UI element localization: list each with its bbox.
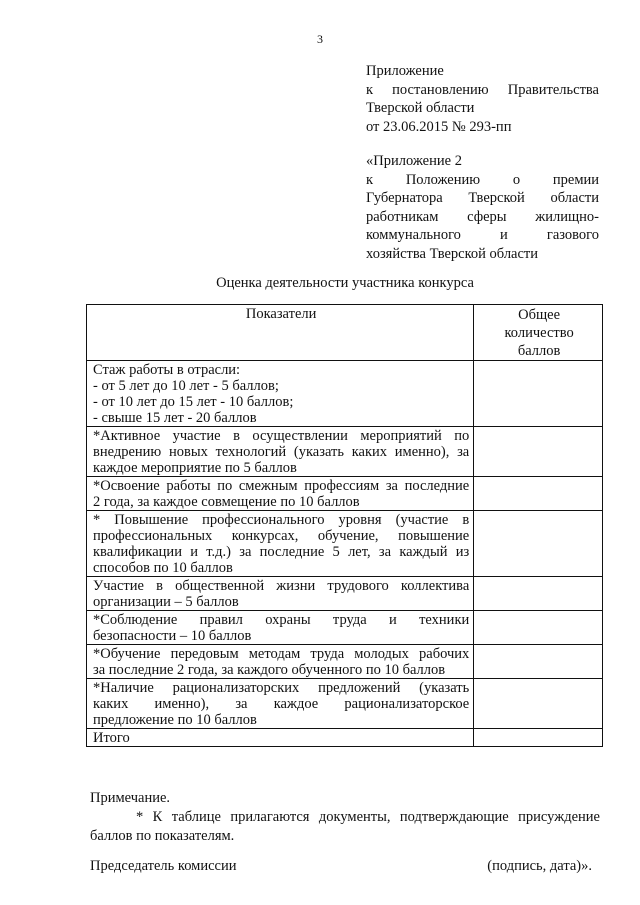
indicator-text-line: безопасности – 10 баллов bbox=[93, 628, 252, 644]
indicator-text-line: внедрению новых технологий (указать каких именно), за bbox=[93, 444, 470, 460]
score-cell bbox=[474, 611, 603, 645]
score-cell bbox=[474, 729, 603, 747]
evaluation-table bbox=[86, 304, 603, 747]
indicator-cell bbox=[87, 427, 474, 477]
page-number: 3 bbox=[317, 32, 323, 46]
header-indicators: Показатели bbox=[87, 305, 474, 361]
indicator-text-line: * Повышение профессионального уровня (участие в bbox=[93, 512, 470, 528]
table-row bbox=[87, 679, 603, 729]
indicator-cell bbox=[87, 477, 474, 511]
indicator-text-line: - от 5 лет до 10 лет - 5 баллов; bbox=[93, 378, 279, 394]
appendix-line: хозяйства Тверской области bbox=[366, 245, 539, 262]
score-cell bbox=[474, 427, 603, 477]
indicator-text-line: Итого bbox=[93, 730, 130, 746]
table-row bbox=[87, 511, 603, 577]
indicator-cell bbox=[87, 611, 474, 645]
table-header-row bbox=[87, 305, 603, 361]
indicator-cell bbox=[87, 511, 474, 577]
chairman-label: Председатель комиссии bbox=[90, 858, 237, 874]
table-row bbox=[87, 477, 603, 511]
indicator-text-line: каких именно), за каждое рационализаторское bbox=[93, 696, 470, 712]
indicator-cell bbox=[87, 729, 474, 747]
header-total-points: Общее количество баллов bbox=[474, 305, 603, 361]
indicator-text-line: предложение по 10 баллов bbox=[93, 712, 257, 728]
signature-date-label: (подпись, дата)». bbox=[487, 858, 592, 874]
note-text: баллов по показателям. bbox=[90, 828, 235, 844]
indicator-text-line: способов по 10 баллов bbox=[93, 560, 233, 576]
indicator-text-line: - свыше 15 лет - 20 баллов bbox=[93, 410, 257, 426]
document-title: Оценка деятельности участника конкурса bbox=[216, 275, 474, 291]
score-cell bbox=[474, 511, 603, 577]
score-cell bbox=[474, 679, 603, 729]
table-row bbox=[87, 729, 603, 747]
table-row bbox=[87, 361, 603, 427]
score-cell bbox=[474, 577, 603, 611]
note-text: * К таблице прилагаются документы, подтверждающие присуждение bbox=[136, 809, 600, 825]
indicator-text-line: профессиональных конкурсах, обучение, повышение bbox=[93, 528, 470, 544]
appendix-line: работникам сферы жилищно- bbox=[366, 208, 600, 225]
indicator-cell bbox=[87, 577, 474, 611]
appendix-line: коммунального и газового bbox=[366, 227, 599, 243]
appendix-line: к Положению о премии bbox=[366, 171, 600, 188]
appendix-line: от 23.06.2015 № 293-пп bbox=[366, 118, 512, 135]
indicator-text-line: организации – 5 баллов bbox=[93, 594, 239, 610]
appendix-header bbox=[366, 62, 599, 263]
appendix-line: «Приложение 2 bbox=[366, 153, 462, 169]
appendix-line: Тверской области bbox=[366, 100, 475, 116]
indicator-cell bbox=[87, 679, 474, 729]
note-section bbox=[90, 789, 600, 846]
indicator-cell bbox=[87, 361, 474, 427]
note-heading: Примечание. bbox=[90, 790, 171, 806]
indicator-text-line: Участие в общественной жизни трудового коллектива bbox=[93, 578, 470, 594]
indicator-text-line: *Соблюдение правил охраны труда и техники bbox=[93, 612, 470, 628]
indicator-text-line: 2 года, за каждое совмещение по 10 баллов bbox=[93, 494, 360, 510]
appendix-line: Губернатора Тверской области bbox=[366, 190, 599, 206]
table-row bbox=[87, 427, 603, 477]
table-row bbox=[87, 645, 603, 679]
indicator-text-line: квалификации и т.д.) за последние 5 лет, за каждый из bbox=[93, 544, 470, 560]
indicator-text-line: - от 10 лет до 15 лет - 10 баллов; bbox=[93, 394, 294, 410]
table-row bbox=[87, 611, 603, 645]
indicator-text-line: *Наличие рационализаторских предложений (указать bbox=[93, 680, 470, 696]
indicator-text-line: *Обучение передовым методам труда молодых рабочих bbox=[93, 646, 470, 662]
indicator-text-line: *Активное участие в осуществлении мероприятий по bbox=[93, 428, 470, 444]
indicator-text-line: *Освоение работы по смежным профессиям за последние bbox=[93, 478, 470, 494]
table-row bbox=[87, 577, 603, 611]
indicator-cell bbox=[87, 645, 474, 679]
indicator-text-line: за последние 2 года, за каждого обученного по 10 баллов bbox=[93, 662, 446, 678]
score-cell bbox=[474, 645, 603, 679]
appendix-line: Приложение bbox=[366, 63, 444, 79]
appendix-line: к постановлению Правительства bbox=[366, 81, 599, 98]
indicator-text-line: каждое мероприятие по 5 баллов bbox=[93, 460, 297, 476]
score-cell bbox=[474, 477, 603, 511]
score-cell bbox=[474, 361, 603, 427]
indicator-text-line: Стаж работы в отрасли: bbox=[93, 362, 241, 378]
